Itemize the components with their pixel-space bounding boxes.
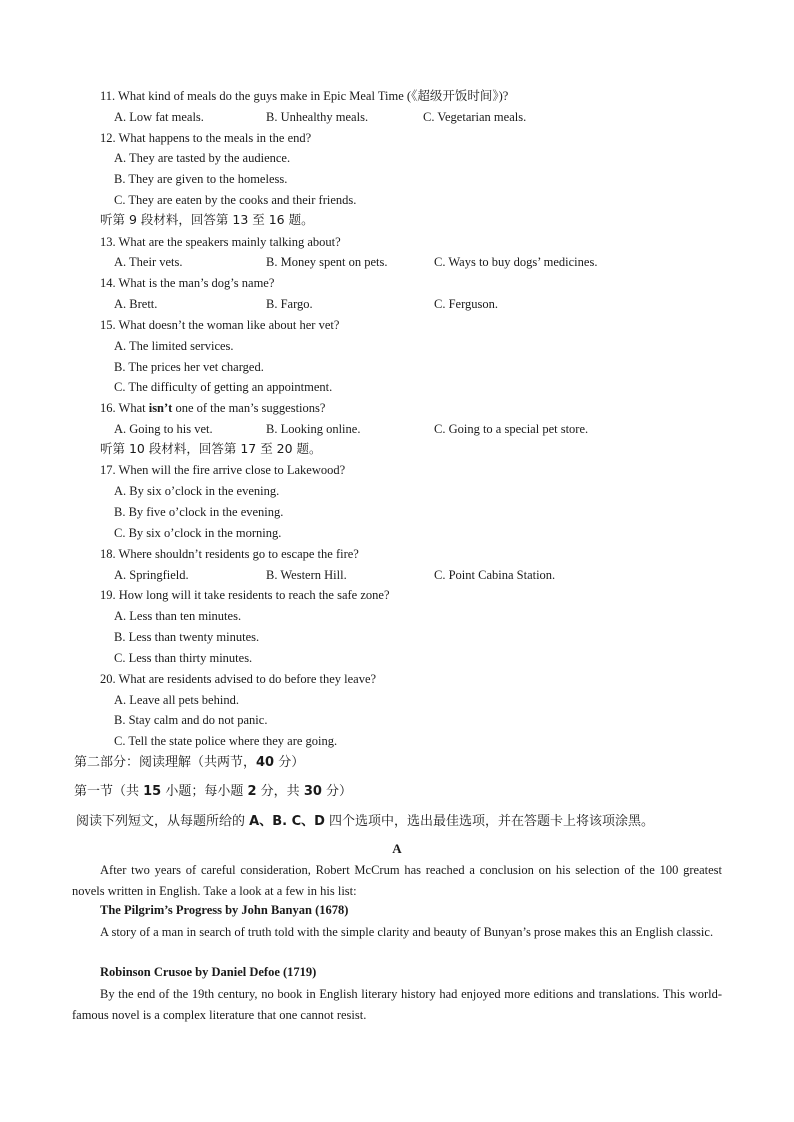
- option-b: B. By five o’clock in the evening.: [114, 505, 284, 519]
- section-1-heading: 第一节（共 15 小题；每小题 2 分，共 30 分）: [74, 784, 353, 799]
- option-b: B. Fargo.: [266, 297, 313, 311]
- question-13: 13. What are the speakers mainly talking about?: [100, 235, 341, 249]
- option-c: C. Ways to buy dogs’ medicines.: [434, 255, 598, 269]
- passage-paragraph-2: A story of a man in search of truth told with the simple clarity and beauty of Bunyan’s prose makes this an English classic.: [100, 925, 714, 939]
- book-title-1: The Pilgrim’s Progress by John Banyan (1678): [100, 903, 349, 917]
- passage-paragraph-1: After two years of careful consideration, Robert McCrum has reached a conclusion on his selection of the 100 greatest novels written in English. Take a look at a few in his list:: [72, 863, 722, 898]
- part-2-heading: 第二部分：阅读理解（共两节，40 分）: [74, 755, 305, 770]
- question-11-options: [114, 109, 714, 125]
- option-a: A. Leave all pets behind.: [114, 693, 239, 707]
- option-c: C. Vegetarian meals.: [423, 110, 527, 124]
- question-17: 17. When will the fire arrive close to Lakewood?: [100, 463, 346, 477]
- option-c: C. Tell the state police where they are going.: [114, 734, 338, 748]
- question-14-options: [114, 296, 714, 312]
- option-b: B. Unhealthy meals.: [266, 110, 369, 124]
- question-16-options: [114, 421, 714, 437]
- question-20: 20. What are residents advised to do before they leave?: [100, 672, 377, 686]
- question-11: 11. What kind of meals do the guys make in Epic Meal Time (《超级开饭时间》)?: [100, 89, 509, 103]
- option-c: C. Point Cabina Station.: [434, 568, 556, 582]
- option-b: B. They are given to the homeless.: [114, 172, 288, 186]
- question-13-options: [114, 254, 714, 270]
- option-a: A. By six o’clock in the evening.: [114, 484, 280, 498]
- instruction-section-10: 听第 10 段材料，回答第 17 至 20 题。: [100, 441, 322, 456]
- option-b: B. Stay calm and do not panic.: [114, 713, 268, 727]
- option-a: A. They are tasted by the audience.: [114, 151, 291, 165]
- passage-paragraph-3: By the end of the 19th century, no book in English literary history had enjoyed more editions and translations. This world-famous novel is a complex literature that one cannot resist.: [72, 987, 722, 1022]
- option-b: B. Money spent on pets.: [266, 255, 388, 269]
- option-a: A. Brett.: [114, 297, 158, 311]
- question-19: 19. How long will it take residents to reach the safe zone?: [100, 588, 390, 602]
- option-c: C. By six o’clock in the morning.: [114, 526, 282, 540]
- question-15: 15. What doesn’t the woman like about her vet?: [100, 318, 340, 332]
- option-c: C. Going to a special pet store.: [434, 422, 589, 436]
- option-c: C. Less than thirty minutes.: [114, 651, 253, 665]
- reading-instruction: 阅读下列短文，从每题所给的 A、B. C、D 四个选项中，选出最佳选项，并在答题卡上将该项涂黑。: [76, 814, 655, 829]
- question-12: 12. What happens to the meals in the end?: [100, 131, 312, 145]
- option-b: B. Western Hill.: [266, 568, 347, 582]
- option-a: A. The limited services.: [114, 339, 234, 353]
- option-a: A. Their vets.: [114, 255, 183, 269]
- option-b: B. The prices her vet charged.: [114, 360, 264, 374]
- option-b: B. Less than twenty minutes.: [114, 630, 260, 644]
- option-c: C. They are eaten by the cooks and their friends.: [114, 193, 357, 207]
- option-b: B. Looking online.: [266, 422, 361, 436]
- option-a: A. Low fat meals.: [114, 110, 204, 124]
- instruction-section-9: 听第 9 段材料，回答第 13 至 16 题。: [100, 212, 314, 227]
- option-a: A. Less than ten minutes.: [114, 609, 242, 623]
- option-a: A. Going to his vet.: [114, 422, 213, 436]
- option-a: A. Springfield.: [114, 568, 189, 582]
- book-title-2: Robinson Crusoe by Daniel Defoe (1719): [100, 965, 317, 979]
- option-c: C. The difficulty of getting an appointment.: [114, 380, 333, 394]
- question-18-options: [114, 567, 714, 583]
- question-18: 18. Where shouldn’t residents go to escape the fire?: [100, 547, 359, 561]
- question-14: 14. What is the man’s dog’s name?: [100, 276, 275, 290]
- option-c: C. Ferguson.: [434, 297, 499, 311]
- question-16: 16. What isn’t one of the man’s suggestions?: [100, 401, 326, 415]
- passage-label: A: [392, 841, 402, 856]
